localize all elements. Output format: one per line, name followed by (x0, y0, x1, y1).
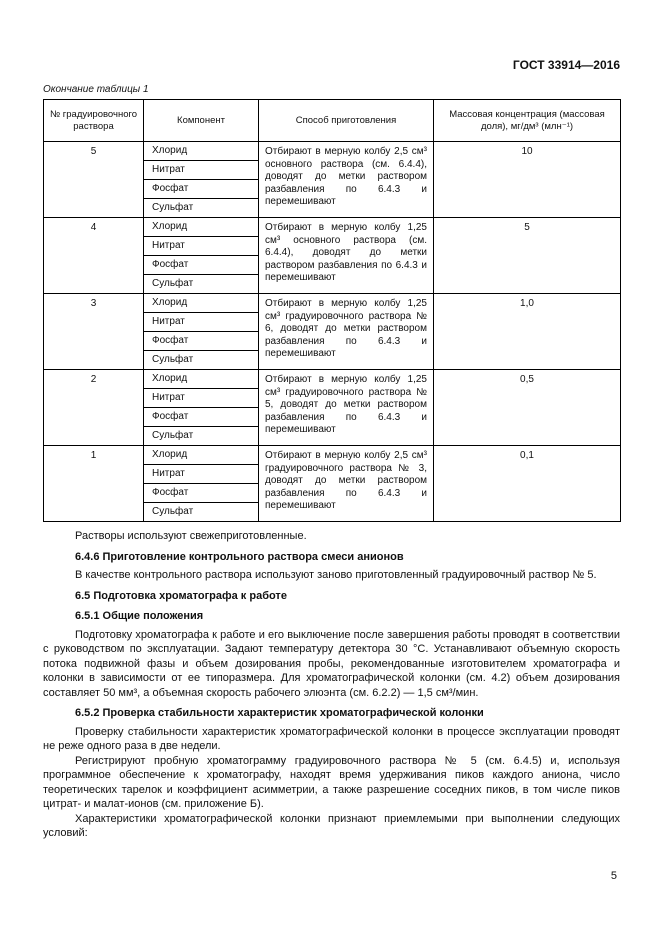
solution-number-cell: 5 (44, 142, 144, 218)
table-caption: Окончание таблицы 1 (43, 84, 149, 95)
component-cell: Сульфат (144, 503, 259, 522)
section-heading-6-5: 6.5 Подготовка хроматографа к работе (75, 589, 287, 602)
paragraph-6-5-2-b: Регистрируют пробную хроматограмму градуировочного раствора № 5 (см. 6.4.5) и, используя программное обеспечение к хроматографу, находят время удерживания пиков каждого аниона, число теоретических тарелок и коэффициент асимметрии, а также разрешение соседних пиков, в том числе пиков цитрат- и малат-ионов (см. приложение Б). (43, 754, 620, 810)
component-cell: Нитрат (144, 465, 259, 484)
component-cell: Сульфат (144, 427, 259, 446)
component-cell: Фосфат (144, 256, 259, 275)
method-cell: Отбирают в мерную колбу 2,5 см³ основного раствора (см. 6.4.4), доводят до метки раствором разбавления по 6.4.3 и перемешивают (259, 142, 434, 218)
component-cell: Хлорид (144, 446, 259, 465)
concentration-cell: 1,0 (434, 294, 621, 370)
component-cell: Фосфат (144, 332, 259, 351)
table-header (44, 100, 621, 142)
solution-number-cell: 2 (44, 370, 144, 446)
component-cell: Нитрат (144, 237, 259, 256)
table-header-row (44, 100, 621, 142)
paragraph-6-4-6: В качестве контрольного раствора используют заново приготовленный градуировочный раствор № 5. (75, 569, 597, 581)
component-cell: Фосфат (144, 484, 259, 503)
solution-number-cell: 1 (44, 446, 144, 522)
concentration-cell: 0,5 (434, 370, 621, 446)
column-header-method: Способ приготовления (259, 100, 434, 142)
component-cell: Сульфат (144, 351, 259, 370)
table-body (44, 142, 621, 522)
solution-number-cell: 3 (44, 294, 144, 370)
concentration-cell: 5 (434, 218, 621, 294)
component-cell: Хлорид (144, 370, 259, 389)
table-row (44, 142, 621, 161)
table-row (44, 370, 621, 389)
component-cell: Нитрат (144, 313, 259, 332)
component-cell: Хлорид (144, 294, 259, 313)
method-cell: Отбирают в мерную колбу 1,25 см³ основного раствора (см. 6.4.4), доводят до метки раствором разбавления по 6.4.3 и перемешивают (259, 218, 434, 294)
paragraph-6-5-2-c: Характеристики хроматографической колонки признают приемлемыми при выполнении следующих условий: (43, 812, 620, 839)
column-header-concentration: Массовая концентрация (массовая доля), мг/дм³ (млн⁻¹) (434, 100, 621, 142)
method-cell: Отбирают в мерную колбу 1,25 см³ градуировочного раствора № 5, доводят до метки раствором разбавления по 6.4.3 и перемешивают (259, 370, 434, 446)
component-cell: Нитрат (144, 389, 259, 408)
component-cell: Фосфат (144, 408, 259, 427)
section-heading-6-5-2: 6.5.2 Проверка стабильности характеристик хроматографической колонки (75, 707, 484, 719)
section-heading-6-4-6: 6.4.6 Приготовление контрольного раствора смеси анионов (75, 550, 404, 563)
component-cell: Хлорид (144, 142, 259, 161)
section-heading-6-5-1: 6.5.1 Общие положения (75, 610, 204, 622)
component-cell: Хлорид (144, 218, 259, 237)
calibration-solutions-table (43, 99, 621, 522)
method-cell: Отбирают в мерную колбу 2,5 см³ градуировочного раствора № 3, доводят до метки раствором разбавления по 6.4.3 и перемешивают (259, 446, 434, 522)
table-note: Растворы используют свежеприготовленные. (75, 530, 307, 542)
table-row (44, 294, 621, 313)
doc-number: ГОСТ 33914—2016 (512, 58, 620, 72)
column-header-solution-number: № градуировочного раствора (44, 100, 144, 142)
table-row (44, 218, 621, 237)
page-number: 5 (610, 870, 617, 882)
paragraph-6-5-1: Подготовку хроматографа к работе и его выключение после завершения работы проводят в соответствии с руководством по эксплуатации. Задают температуру детектора 30 °С. Устанавливают объемную скорость потока подвижной фазы и объем дозирования пробы, рекомендованные изготовителем хроматографа и колонки в зависимости от ее типоразмера. Для хроматографической колонки (см. 4.2) объем дозирования составляет 50 мм³, а объемная скорость рабочего элюэнта (см. 6.2.2) — 1,5 см³/мин. (43, 628, 620, 699)
column-header-component: Компонент (144, 100, 259, 142)
component-cell: Нитрат (144, 161, 259, 180)
paragraph-6-5-2-a: Проверку стабильности характеристик хроматографической колонки в процессе эксплуатации проводят не реже одного раза в две недели. (43, 725, 620, 752)
component-cell: Фосфат (144, 180, 259, 199)
concentration-cell: 10 (434, 142, 621, 218)
method-cell: Отбирают в мерную колбу 1,25 см³ градуировочного раствора № 6, доводят до метки раствором разбавления по 6.4.3 и перемешивают (259, 294, 434, 370)
concentration-cell: 0,1 (434, 446, 621, 522)
table-row (44, 446, 621, 465)
solution-number-cell: 4 (44, 218, 144, 294)
text-sections (43, 529, 620, 841)
component-cell: Сульфат (144, 275, 259, 294)
component-cell: Сульфат (144, 199, 259, 218)
